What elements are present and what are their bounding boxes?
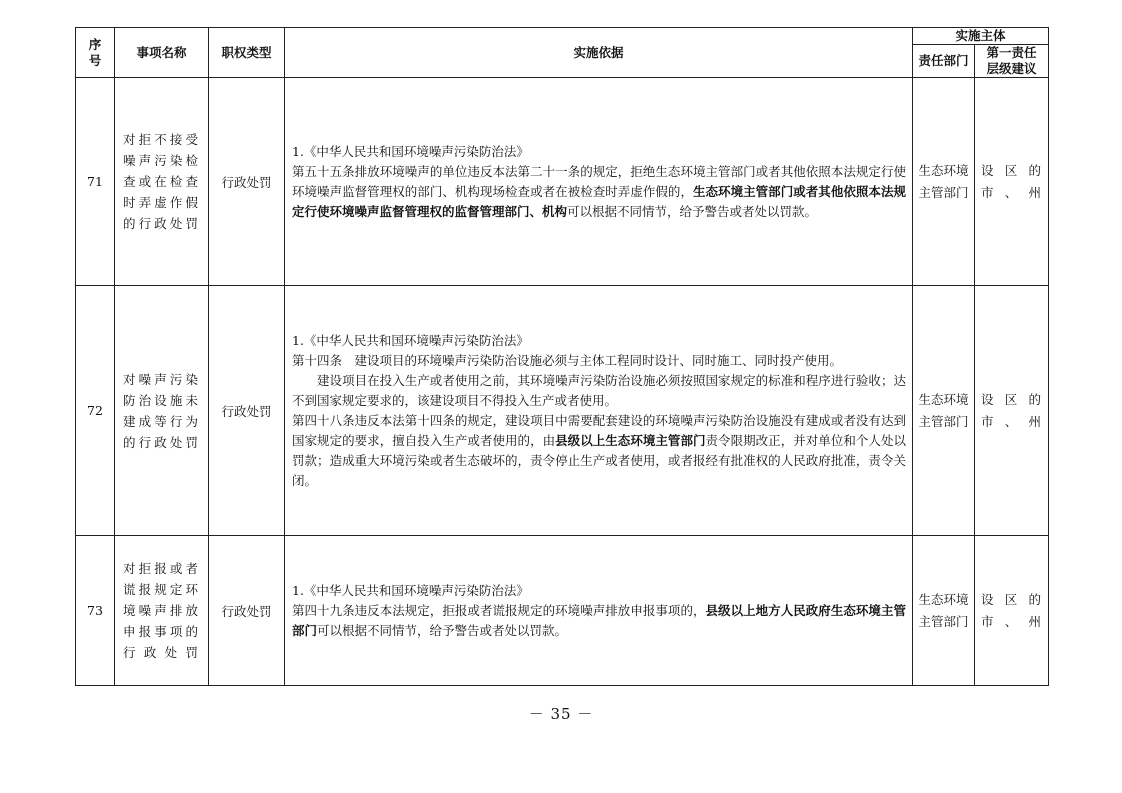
law-title: 1.《中华人民共和国环境噪声污染防治法》 — [292, 143, 529, 159]
row-responsible-dept: 生态环境主管部门 — [913, 78, 975, 286]
row-responsible-dept: 生态环境主管部门 — [913, 536, 975, 686]
law-article: 第十四条 建设项目的环境噪声污染防治设施必须与主体工程同时设计、同时施工、同时投产使用。 — [292, 352, 843, 368]
law-article: 第四十八条违反本法第十四条的规定，建设项目中需要配套建设的环境噪声污染防治设施没有建成或者没有达到国家规定的要求，擅自投入生产或者使用的，由县级以上生态环境主管部门责令限期改正，并对单位和个人处以罚款；造成重大环境污染或者生态破坏的，责令停止生产或者使用，或者报经有批准权的人民政府批准，责令关闭。 — [292, 412, 906, 488]
document-table — [75, 27, 1049, 686]
row-seq: 71 — [76, 78, 115, 286]
table-row — [76, 78, 1049, 286]
header-subject: 实施主体 — [913, 28, 1049, 45]
law-article: 第四十九条违反本法规定，拒报或者谎报规定的环境噪声排放申报事项的，县级以上地方人民政府生态环境主管部门可以根据不同情节，给予警告或者处以罚款。 — [292, 602, 906, 638]
row-responsible-dept: 生态环境主管部门 — [913, 286, 975, 536]
row-seq: 72 — [76, 286, 115, 536]
header-name: 事项名称 — [115, 28, 209, 78]
row-item-name: 对拒不接受噪声污染检查或在检查时弄虚作假的行政处罚 — [115, 78, 209, 286]
table-header — [76, 28, 1049, 78]
row-basis — [285, 78, 913, 286]
page-number: － 35 － — [528, 705, 594, 723]
row-power-type: 行政处罚 — [209, 536, 285, 686]
header-seq: 序号 — [76, 28, 115, 78]
row-first-level: 设区的市、州 — [975, 78, 1049, 286]
row-item-name: 对拒报或者谎报规定环境噪声排放申报事项的行政处罚 — [115, 536, 209, 686]
law-article: 第五十五条排放环境噪声的单位违反本法第二十一条的规定，拒绝生态环境主管部门或者其他依照本法规定行使环境噪声监督管理权的部门、机构现场检查或者在被检查时弄虚作假的，生态环境主管部门或者其他依照本法规定行使环境噪声监督管理权的监督管理部门、机构可以根据不同情节，给予警告或者处以罚款。 — [292, 163, 906, 219]
row-power-type: 行政处罚 — [209, 286, 285, 536]
header-dept: 责任部门 — [913, 45, 975, 78]
header-type: 职权类型 — [209, 28, 285, 78]
row-first-level: 设区的市、州 — [975, 286, 1049, 536]
header-basis: 实施依据 — [285, 28, 913, 78]
row-first-level: 设区的市、州 — [975, 536, 1049, 686]
law-title: 1.《中华人民共和国环境噪声污染防治法》 — [292, 582, 529, 598]
table-row — [76, 536, 1049, 686]
law-article: 建设项目在投入生产或者使用之前，其环境噪声污染防治设施必须按照国家规定的标准和程序进行验收；达不到国家规定要求的，该建设项目不得投入生产或者使用。 — [292, 372, 906, 408]
table-row — [76, 286, 1049, 536]
row-seq: 73 — [76, 536, 115, 686]
row-item-name: 对噪声污染防治设施未建成等行为的行政处罚 — [115, 286, 209, 536]
header-level: 第一责任 层级建议 — [975, 45, 1049, 78]
row-power-type: 行政处罚 — [209, 78, 285, 286]
law-title: 1.《中华人民共和国环境噪声污染防治法》 — [292, 332, 529, 348]
row-basis — [285, 286, 913, 536]
row-basis — [285, 536, 913, 686]
